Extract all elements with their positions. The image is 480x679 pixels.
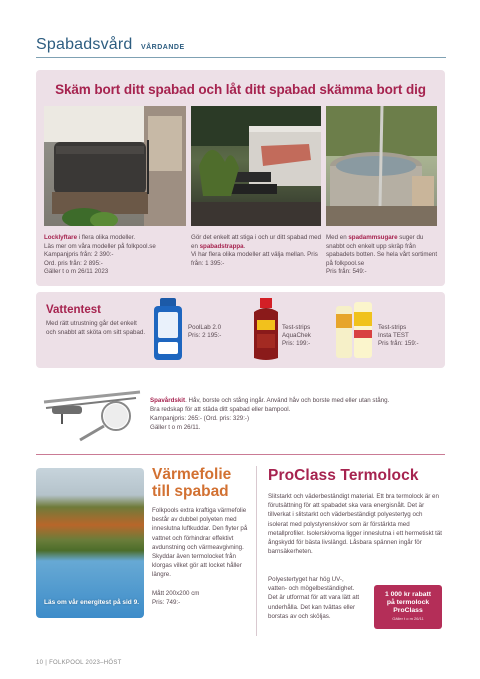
aquachek-name: AquaChek xyxy=(282,332,311,340)
proclass-text: Slitstarkt och väderbeständigt material. Ett bra termolock är en förutsättning för att spabadet ska vara energisnålt. Det är tillverkat i slitstarkt och väderbeständigt polyestertyg och isolerat med polystyrenskivor som är förstärkta med metallprofiler. Isolerskivorna ligger inneslutna i ett hermetiskt tät ångskydd för bästa livslängd. Låsbara spännen ingår för barnsäkerheten. xyxy=(268,493,443,556)
badge-line-2: på termolock xyxy=(386,599,430,607)
badge-line-3: ProClass xyxy=(393,607,423,615)
spa-vacuum-illustration xyxy=(326,106,437,226)
box-headline: Skäm bort ditt spabad och låt ditt spabad skämma bort dig xyxy=(55,82,426,97)
water-test-text: Med rätt utrustning går det enkelt och snabbt att sköta om sitt spabad. xyxy=(46,320,146,336)
spa-care-kit-image xyxy=(40,384,144,444)
energy-test-caption: Läs om vår energitest på sid 9. xyxy=(44,599,140,607)
insta-test-bottles-icon xyxy=(334,300,374,362)
aquachek-price: Pris: 199:- xyxy=(282,340,311,348)
badge-valid: Gäller t o m 26/11 xyxy=(392,615,424,621)
thermal-cover-title-line2: till spabad xyxy=(152,483,229,500)
lock-lifter-desc: i flera olika modeller. xyxy=(77,234,136,241)
poollab-price: Pris: 2 195:- xyxy=(188,332,222,340)
insta-test-price: Pris från: 159:- xyxy=(378,340,419,348)
lock-lifter-valid: Gäller t o m 26/11 2023 xyxy=(44,268,109,276)
section-divider xyxy=(36,454,445,455)
insta-test-name: Insta TEST xyxy=(378,332,409,340)
proclass-text-2: Polyestertyget har hög UV-, vatten- och mögelbeständighet. Det är utformat för att vara lätt att underhålla. Det kan tvättas eller borstas av och sköljas. xyxy=(268,576,360,620)
spa-care-kit-name: Spavårdskit xyxy=(150,397,186,404)
spa-stairs-photo xyxy=(191,106,321,226)
spa-vacuum-price: Pris från: 549:- xyxy=(326,268,367,276)
aquachek-bottle-icon xyxy=(248,298,284,362)
thermal-cover-desc: Folkpools extra kraftiga värmefolie består av dubbel polyeten med inneslutna luftkuddar. Den flyter på vattnet och förhindrar effektivt avdunstning och värmeavgivning. Skyddar även termolocket från klorgas vilket gör att locket håller längre. xyxy=(152,507,248,579)
page-title-main: Spabadsvård xyxy=(36,36,133,53)
lock-lifter-ord-price: Ord. pris från: 2 895:- xyxy=(44,259,103,267)
page-title xyxy=(36,36,446,58)
thermal-cover-size: Mått 200x200 cm xyxy=(152,589,200,597)
spa-stairs-caption xyxy=(191,234,321,268)
spa-stairs-text-b: . xyxy=(243,242,246,250)
spa-care-kit-use: Bra redskap för att städa ditt spabad eller bampool. xyxy=(150,406,291,413)
proclass-discount-badge xyxy=(374,585,442,629)
spa-care-kit-text xyxy=(150,396,445,432)
insta-test-info xyxy=(378,324,419,349)
column-divider xyxy=(256,466,257,636)
lock-lifter-campaign-price: Kampanjpris från: 2 390:- xyxy=(44,251,114,259)
spa-stairs-price: Vi har flera olika modeller att välja mellan. Pris från: 1 395:- xyxy=(191,251,318,267)
spa-vacuum-text-b: suger du snabbt och enkelt upp skräp från spabadets botten. Se hela vårt sortiment på folkpool.se xyxy=(326,234,438,267)
spa-cover-illustration xyxy=(44,106,186,226)
aquachek-info xyxy=(282,324,311,349)
proclass-title: ProClass Termolock xyxy=(268,467,419,484)
thermal-cover-title xyxy=(152,466,231,500)
spa-vacuum-photo xyxy=(326,106,437,226)
spabad-accessories-box xyxy=(36,70,445,286)
thermal-cover-title-line1: Värmefolie xyxy=(152,466,232,483)
spa-care-kit-price: Kampanjpris: 265:- (Ord. pris: 329:-) xyxy=(150,415,250,422)
page-footer: 10 | FOLKPOOL 2023–HÖST xyxy=(36,660,122,666)
spa-stairs-text-a: Gör det enkelt att stiga i och ur ditt spabad med en xyxy=(191,234,322,250)
thermal-cover-text xyxy=(152,506,249,607)
spa-vacuum-caption xyxy=(326,234,438,277)
insta-test-type: Test-strips xyxy=(378,324,407,331)
poollab-info xyxy=(188,324,221,340)
lock-lifter-caption xyxy=(44,234,186,277)
water-test-box xyxy=(36,292,445,368)
spa-care-kit-valid: Gäller t o m 26/11. xyxy=(150,424,201,431)
poollab-name: PoolLab 2.0 xyxy=(188,324,222,331)
water-test-title: Vattentest xyxy=(46,304,101,316)
lock-lifter-more: Läs mer om våra modeller på folkpool.se xyxy=(44,242,156,250)
spa-care-kit-desc: . Håv, borste och stång ingår. Använd håv och borste med eller utan stång. xyxy=(185,397,390,404)
spa-vacuum-text-a: Med en xyxy=(326,234,349,241)
lock-lifter-photo xyxy=(44,106,186,226)
page-title-sub: VÅRDANDE xyxy=(140,44,185,51)
thermal-cover-price: Pris: 749:- xyxy=(152,599,181,607)
thermal-cover-photo xyxy=(36,468,144,618)
badge-line-1: 1 000 kr rabatt xyxy=(384,591,432,598)
lock-lifter-name: Locklyftare xyxy=(44,234,78,241)
aquachek-type: Test-strips xyxy=(282,324,311,331)
spa-stairs-illustration xyxy=(191,106,321,226)
spa-stairs-name: spabadstrappa xyxy=(199,242,244,250)
spa-vacuum-name: spadammsugare xyxy=(348,234,398,241)
poollab-device-icon xyxy=(150,298,186,362)
